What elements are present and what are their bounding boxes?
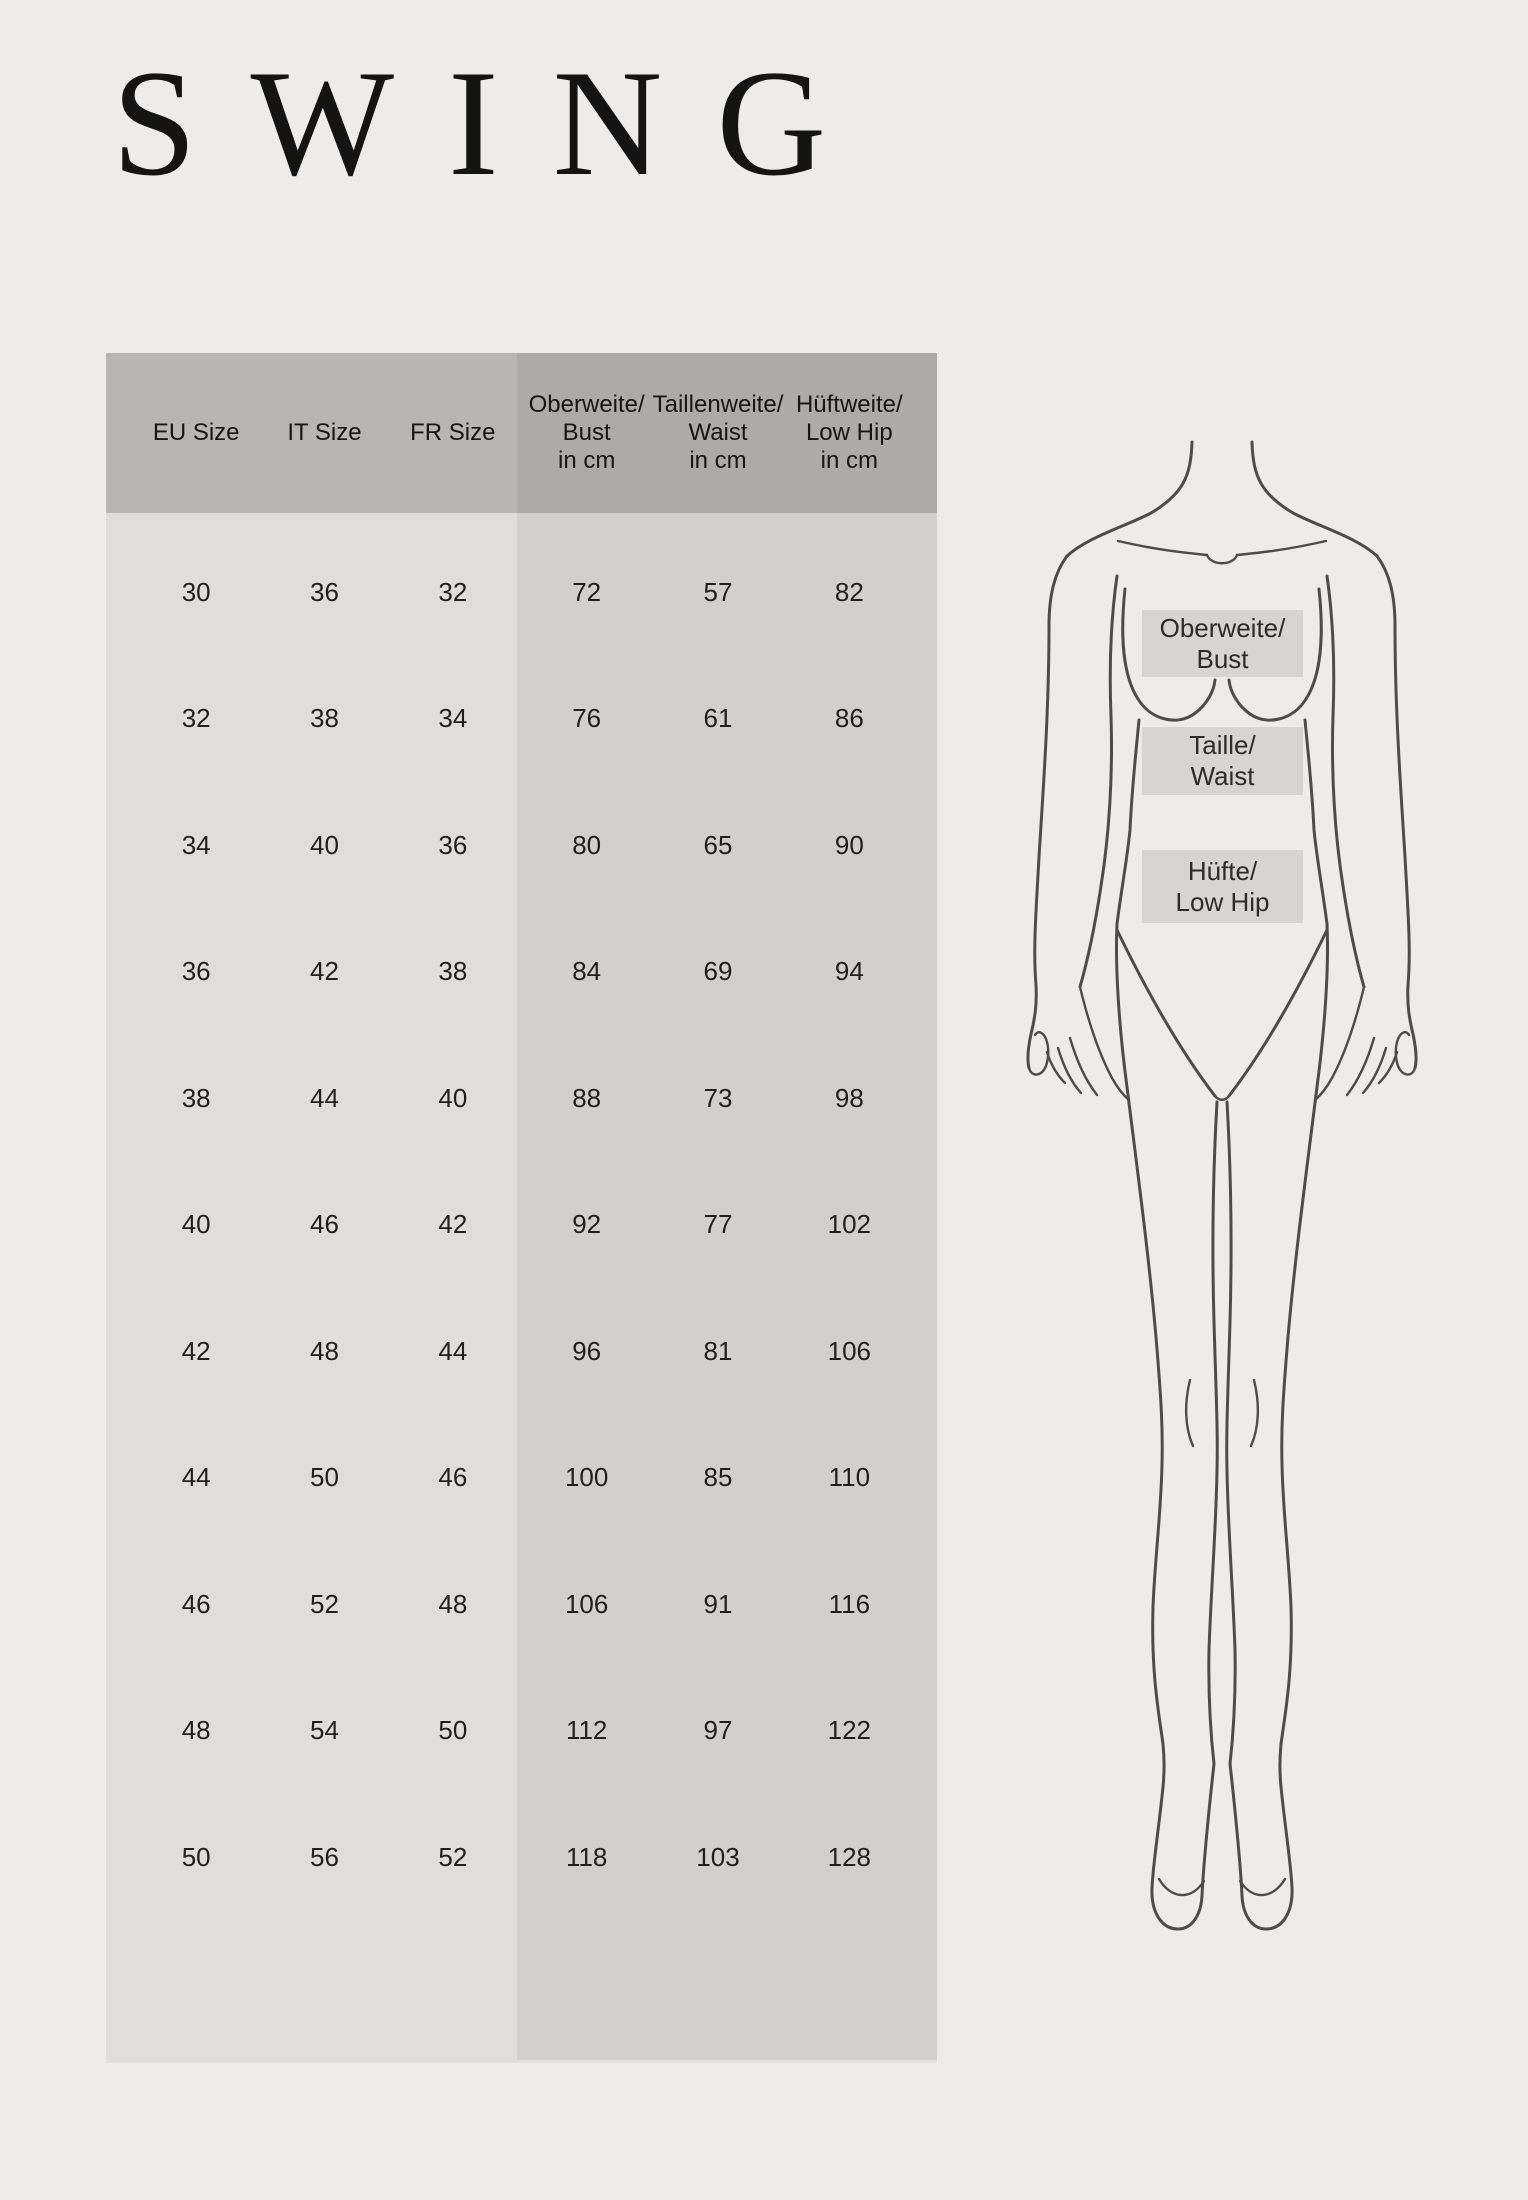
size-table-row (106, 1288, 937, 1415)
size-cell-eu: 46 (181, 1588, 211, 1619)
size-cell-hip: 86 (834, 703, 864, 734)
column-header-line: in cm (689, 447, 747, 474)
column-header-line: Oberweite/ (528, 391, 645, 418)
size-cell-waist: 65 (703, 829, 733, 860)
hip-label-line: Hüfte/ (1187, 855, 1258, 886)
row-size-section (106, 1035, 517, 1162)
size-cell-fr: 46 (438, 1462, 468, 1493)
bust-label-line: Bust (1196, 643, 1249, 674)
row-size-section (106, 656, 517, 783)
size-cell-hip: 94 (834, 956, 864, 987)
size-table-row (106, 1415, 937, 1542)
size-cell-waist: 57 (703, 576, 733, 607)
column-header-line: Bust (562, 419, 611, 446)
row-size-section (106, 782, 517, 909)
size-cell-bust: 100 (564, 1462, 609, 1493)
size-cell-bust: 92 (572, 1209, 602, 1240)
size-cell-waist: 85 (703, 1462, 733, 1493)
size-cell-fr: 40 (438, 1082, 468, 1113)
size-cell-it: 42 (310, 956, 339, 987)
size-cell-bust: 76 (572, 703, 602, 734)
size-cell-hip: 90 (834, 829, 864, 860)
size-cell-eu: 30 (181, 576, 211, 607)
size-cell-it: 52 (310, 1588, 339, 1619)
size-cell-it: 38 (310, 703, 339, 734)
column-header-line: Hüftweite/ (795, 391, 903, 418)
size-cell-it: 50 (310, 1462, 339, 1493)
size-cell-bust: 112 (565, 1715, 608, 1746)
size-cell-bust: 88 (572, 1082, 602, 1113)
size-cell-it: 46 (310, 1209, 339, 1240)
size-cell-it: 56 (310, 1841, 339, 1872)
column-header-line: Low Hip (805, 419, 893, 446)
size-cell-it: 48 (310, 1335, 339, 1366)
size-cell-eu: 50 (181, 1841, 211, 1872)
row-size-section (106, 1541, 517, 1668)
column-header-line: Waist (688, 419, 748, 446)
row-measurement-section (517, 1415, 937, 1542)
size-cell-it: 40 (310, 829, 339, 860)
column-header-line: in cm (557, 447, 616, 474)
size-cell-fr: 42 (438, 1209, 468, 1240)
size-cell-hip: 110 (828, 1462, 871, 1493)
size-cell-bust: 118 (565, 1841, 608, 1872)
size-cell-hip: 106 (827, 1335, 872, 1366)
table-header-row (106, 353, 937, 513)
size-cell-fr: 44 (438, 1335, 468, 1366)
size-cell-eu: 36 (181, 956, 211, 987)
size-cell-eu: 34 (181, 829, 211, 860)
row-measurement-section (517, 909, 937, 1036)
size-cell-waist: 103 (696, 1841, 740, 1872)
size-table-row (106, 1162, 937, 1289)
size-cell-it: 54 (310, 1715, 339, 1746)
bust-measure-label (1142, 610, 1303, 677)
size-table-row (106, 529, 937, 656)
column-header-it-size (260, 353, 388, 513)
column-header-waist (652, 353, 783, 513)
size-cell-bust: 72 (572, 576, 602, 607)
row-size-section (106, 529, 517, 656)
size-cell-eu: 38 (181, 1082, 211, 1113)
size-cell-hip: 116 (828, 1588, 871, 1619)
size-table-row (106, 1668, 937, 1795)
column-header-fr-size (389, 353, 517, 513)
size-cell-hip: 102 (827, 1209, 872, 1240)
row-size-section (106, 909, 517, 1036)
size-cell-bust: 96 (572, 1335, 602, 1366)
row-size-section (106, 1162, 517, 1289)
size-cell-bust: 80 (572, 829, 602, 860)
size-cell-it: 36 (310, 576, 339, 607)
size-cell-eu: 32 (181, 703, 211, 734)
size-cell-fr: 32 (438, 576, 468, 607)
size-cell-bust: 84 (572, 956, 602, 987)
column-header-line: Taillenweite/ (652, 391, 784, 418)
size-table-row (106, 909, 937, 1036)
size-cell-fr: 36 (438, 829, 468, 860)
row-size-section (106, 1794, 517, 1921)
column-header-eu-size (132, 353, 260, 513)
row-measurement-section (517, 1794, 937, 1921)
brand-title: SWING (112, 39, 881, 207)
size-table-row (106, 1794, 937, 1921)
size-cell-eu: 40 (181, 1209, 211, 1240)
size-cell-waist: 91 (703, 1588, 733, 1619)
size-cell-bust: 106 (564, 1588, 609, 1619)
row-measurement-section (517, 656, 937, 783)
size-table-row (106, 1035, 937, 1162)
size-table-row (106, 656, 937, 783)
waist-label-line: Waist (1190, 761, 1255, 791)
size-cell-eu: 48 (181, 1715, 211, 1746)
table-body (106, 513, 937, 1921)
size-cell-waist: 61 (703, 703, 733, 734)
waist-label-line: Taille/ (1189, 730, 1256, 760)
size-table-row (106, 1541, 937, 1668)
size-cell-hip: 122 (827, 1715, 872, 1746)
size-table-row (106, 782, 937, 909)
size-cell-waist: 77 (703, 1209, 733, 1240)
size-cell-waist: 69 (703, 956, 733, 987)
row-measurement-section (517, 1541, 937, 1668)
column-header-label: FR Size (410, 419, 496, 446)
row-size-section (106, 1668, 517, 1795)
column-header-line: in cm (820, 447, 878, 474)
size-cell-hip: 98 (834, 1082, 864, 1113)
size-cell-waist: 97 (703, 1715, 733, 1746)
row-measurement-section (517, 1668, 937, 1795)
size-cell-fr: 50 (438, 1715, 468, 1746)
size-cell-hip: 82 (834, 576, 864, 607)
bust-label-line: Oberweite/ (1159, 612, 1286, 643)
waist-measure-label (1142, 727, 1303, 795)
size-cell-eu: 42 (181, 1335, 211, 1366)
size-cell-fr: 38 (438, 956, 468, 987)
size-cell-waist: 81 (703, 1335, 733, 1366)
hip-measure-label (1142, 850, 1303, 923)
row-measurement-section (517, 1288, 937, 1415)
row-size-section (106, 1415, 517, 1542)
row-measurement-section (517, 529, 937, 656)
hip-label-line: Low Hip (1175, 886, 1270, 917)
row-size-section (106, 1288, 517, 1415)
row-measurement-section (517, 1035, 937, 1162)
row-measurement-section (517, 1162, 937, 1289)
column-header-low-hip (784, 353, 915, 513)
size-table (106, 353, 937, 2060)
row-measurement-section (517, 782, 937, 909)
size-cell-it: 44 (310, 1082, 339, 1113)
size-cell-fr: 34 (438, 703, 468, 734)
size-cell-hip: 128 (827, 1841, 872, 1872)
size-cell-fr: 52 (438, 1841, 468, 1872)
column-header-bust (521, 353, 652, 513)
column-header-label: EU Size (152, 419, 240, 446)
size-cell-waist: 73 (703, 1082, 733, 1113)
column-header-label: IT Size (287, 419, 362, 446)
size-cell-eu: 44 (181, 1462, 211, 1493)
size-cell-fr: 48 (438, 1588, 468, 1619)
